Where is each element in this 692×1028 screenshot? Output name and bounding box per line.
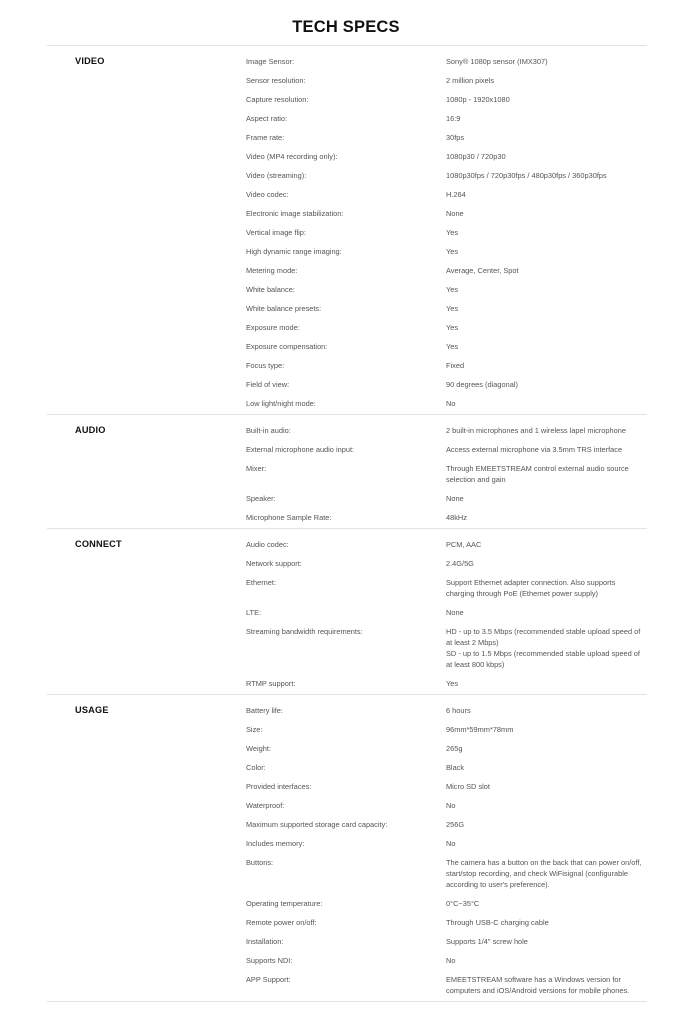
spec-row bbox=[246, 376, 647, 395]
spec-row bbox=[246, 167, 647, 186]
spec-row bbox=[246, 224, 647, 243]
spec-label: Microphone Sample Rate: bbox=[246, 513, 332, 522]
spec-value: 96mm*59mm*78mm bbox=[446, 725, 514, 734]
spec-value: Support Ethernet adapter connection. Also supports charging through PoE (Ethernet power supply) bbox=[446, 578, 616, 598]
spec-row bbox=[246, 933, 647, 952]
spec-label: Battery life: bbox=[246, 706, 283, 715]
spec-label: Network support: bbox=[246, 559, 302, 568]
spec-row bbox=[246, 460, 647, 490]
section-title: USAGE bbox=[75, 705, 109, 715]
spec-section-audio bbox=[47, 415, 647, 529]
spec-value: Fixed bbox=[446, 361, 465, 370]
spec-label: Video codec: bbox=[246, 190, 289, 199]
spec-value: No bbox=[446, 801, 456, 810]
spec-row bbox=[246, 952, 647, 971]
spec-row bbox=[246, 186, 647, 205]
spec-row bbox=[246, 623, 647, 675]
spec-label: Field of view: bbox=[246, 380, 290, 389]
spec-value: Black bbox=[446, 763, 465, 772]
spec-label: Ethernet: bbox=[246, 578, 276, 587]
spec-label: Image Sensor: bbox=[246, 57, 295, 66]
spec-value: None bbox=[446, 209, 464, 218]
spec-value: Yes bbox=[446, 285, 459, 294]
spec-value: PCM, AAC bbox=[446, 540, 482, 549]
spec-value: 16:9 bbox=[446, 114, 461, 123]
spec-value: 90 degrees (diagonal) bbox=[446, 380, 518, 389]
spec-section-connect bbox=[47, 529, 647, 695]
spec-label: Supports NDI: bbox=[246, 956, 293, 965]
spec-label: Maximum supported storage card capacity: bbox=[246, 820, 388, 829]
spec-row bbox=[246, 740, 647, 759]
spec-section-usage bbox=[47, 695, 647, 1002]
spec-row bbox=[246, 395, 647, 414]
spec-label: Streaming bandwidth requirements: bbox=[246, 627, 363, 636]
spec-row bbox=[246, 536, 647, 555]
spec-row bbox=[246, 338, 647, 357]
spec-value: 265g bbox=[446, 744, 463, 753]
spec-label: RTMP support: bbox=[246, 679, 296, 688]
spec-value: Yes bbox=[446, 228, 459, 237]
spec-value: Yes bbox=[446, 304, 459, 313]
spec-label: Includes memory: bbox=[246, 839, 305, 848]
spec-value: The camera has a button on the back that can power on/off, start/stop recording, and check WiFisignal (configurable according to user's preference). bbox=[446, 858, 642, 889]
section-title: CONNECT bbox=[75, 539, 122, 549]
spec-label: Waterproof: bbox=[246, 801, 285, 810]
spec-value: Sony® 1080p sensor (IMX307) bbox=[446, 57, 548, 66]
spec-value: 2 million pixels bbox=[446, 76, 495, 85]
spec-value: 256G bbox=[446, 820, 465, 829]
spec-value: Through USB-C charging cable bbox=[446, 918, 549, 927]
spec-row bbox=[246, 72, 647, 91]
spec-value: 6 hours bbox=[446, 706, 471, 715]
spec-row bbox=[246, 509, 647, 528]
spec-value: Micro SD slot bbox=[446, 782, 490, 791]
spec-value: 30fps bbox=[446, 133, 465, 142]
spec-rows bbox=[246, 422, 647, 528]
spec-row bbox=[246, 854, 647, 895]
spec-row bbox=[246, 895, 647, 914]
spec-value: 2 built-in microphones and 1 wireless lapel microphone bbox=[446, 426, 626, 435]
spec-label: Weight: bbox=[246, 744, 271, 753]
spec-rows bbox=[246, 702, 647, 1001]
specs-table bbox=[47, 45, 647, 1002]
spec-row bbox=[246, 319, 647, 338]
spec-rows bbox=[246, 536, 647, 694]
spec-row bbox=[246, 422, 647, 441]
section-title: VIDEO bbox=[75, 56, 105, 66]
spec-row bbox=[246, 721, 647, 740]
spec-value: EMEETSTREAM software has a Windows version for computers and iOS/Android versions for mobile phones. bbox=[446, 975, 630, 995]
spec-row bbox=[246, 971, 647, 1001]
spec-value: No bbox=[446, 956, 456, 965]
spec-row bbox=[246, 759, 647, 778]
spec-value: Supports 1/4" screw hole bbox=[446, 937, 528, 946]
spec-label: White balance presets: bbox=[246, 304, 322, 313]
spec-row bbox=[246, 357, 647, 376]
spec-row bbox=[246, 574, 647, 604]
spec-label: Provided interfaces: bbox=[246, 782, 312, 791]
spec-label: High dynamic range imaging: bbox=[246, 247, 342, 256]
spec-label: Color: bbox=[246, 763, 266, 772]
spec-section-video bbox=[47, 46, 647, 415]
spec-row bbox=[246, 702, 647, 721]
spec-value: 1080p30 / 720p30 bbox=[446, 152, 506, 161]
spec-label: Metering mode: bbox=[246, 266, 298, 275]
spec-label: Size: bbox=[246, 725, 263, 734]
spec-value: 1080p30fps / 720p30fps / 480p30fps / 360p30fps bbox=[446, 171, 607, 180]
page-title: TECH SPECS bbox=[292, 18, 400, 36]
spec-row bbox=[246, 797, 647, 816]
spec-label: Buttons: bbox=[246, 858, 274, 867]
spec-row bbox=[246, 110, 647, 129]
spec-value: 0°C~35°C bbox=[446, 899, 480, 908]
spec-label: Installation: bbox=[246, 937, 284, 946]
spec-row bbox=[246, 300, 647, 319]
spec-label: Sensor resolution: bbox=[246, 76, 306, 85]
spec-value: Access external microphone via 3.5mm TRS interface bbox=[446, 445, 623, 454]
spec-label: Video (MP4 recording only): bbox=[246, 152, 338, 161]
spec-row bbox=[246, 243, 647, 262]
spec-value: 48kHz bbox=[446, 513, 467, 522]
spec-label: Speaker: bbox=[246, 494, 276, 503]
spec-label: Electronic image stabilization: bbox=[246, 209, 344, 218]
spec-label: Focus type: bbox=[246, 361, 285, 370]
spec-label: Exposure mode: bbox=[246, 323, 300, 332]
spec-value: None bbox=[446, 608, 464, 617]
spec-row bbox=[246, 490, 647, 509]
spec-label: APP Support: bbox=[246, 975, 291, 984]
spec-label: Low light/night mode: bbox=[246, 399, 316, 408]
spec-row bbox=[246, 555, 647, 574]
spec-row bbox=[246, 148, 647, 167]
spec-value: No bbox=[446, 399, 456, 408]
spec-label: Capture resolution: bbox=[246, 95, 309, 104]
spec-label: White balance: bbox=[246, 285, 295, 294]
spec-row bbox=[246, 914, 647, 933]
spec-label: Mixer: bbox=[246, 464, 267, 473]
spec-label: Vertical image flip: bbox=[246, 228, 306, 237]
spec-row bbox=[246, 91, 647, 110]
spec-row bbox=[246, 778, 647, 797]
spec-value: Yes bbox=[446, 247, 459, 256]
spec-row bbox=[246, 816, 647, 835]
spec-value: None bbox=[446, 494, 464, 503]
spec-row bbox=[246, 604, 647, 623]
spec-row bbox=[246, 53, 647, 72]
spec-value: Yes bbox=[446, 323, 459, 332]
spec-rows bbox=[246, 53, 647, 414]
spec-value: 2.4G/5G bbox=[446, 559, 474, 568]
spec-row bbox=[246, 281, 647, 300]
spec-row bbox=[246, 441, 647, 460]
spec-value: Yes bbox=[446, 679, 459, 688]
spec-value: HD - up to 3.5 Mbps (recommended stable upload speed of at least 2 Mbps) SD - up to 1.5 Mbps (recommended stable upload speed of at least 800 kbps) bbox=[446, 627, 641, 669]
spec-row bbox=[246, 675, 647, 694]
spec-value: Average, Center, Spot bbox=[446, 266, 519, 275]
spec-row bbox=[246, 129, 647, 148]
spec-value: Yes bbox=[446, 342, 459, 351]
spec-label: Built-in audio: bbox=[246, 426, 291, 435]
section-title: AUDIO bbox=[75, 425, 106, 435]
spec-value: H.264 bbox=[446, 190, 466, 199]
spec-row bbox=[246, 835, 647, 854]
spec-label: Operating temperature: bbox=[246, 899, 323, 908]
spec-label: External microphone audio input: bbox=[246, 445, 355, 454]
spec-row bbox=[246, 262, 647, 281]
spec-value: No bbox=[446, 839, 456, 848]
spec-label: Exposure compensation: bbox=[246, 342, 328, 351]
spec-label: Video (streaming): bbox=[246, 171, 307, 180]
spec-label: Aspect ratio: bbox=[246, 114, 288, 123]
spec-value: 1080p - 1920x1080 bbox=[446, 95, 510, 104]
spec-row bbox=[246, 205, 647, 224]
spec-value: Through EMEETSTREAM control external audio source selection and gain bbox=[446, 464, 629, 484]
spec-label: Frame rate: bbox=[246, 133, 285, 142]
spec-label: Audio codec: bbox=[246, 540, 289, 549]
spec-label: LTE: bbox=[246, 608, 262, 617]
spec-label: Remote power on/off: bbox=[246, 918, 317, 927]
